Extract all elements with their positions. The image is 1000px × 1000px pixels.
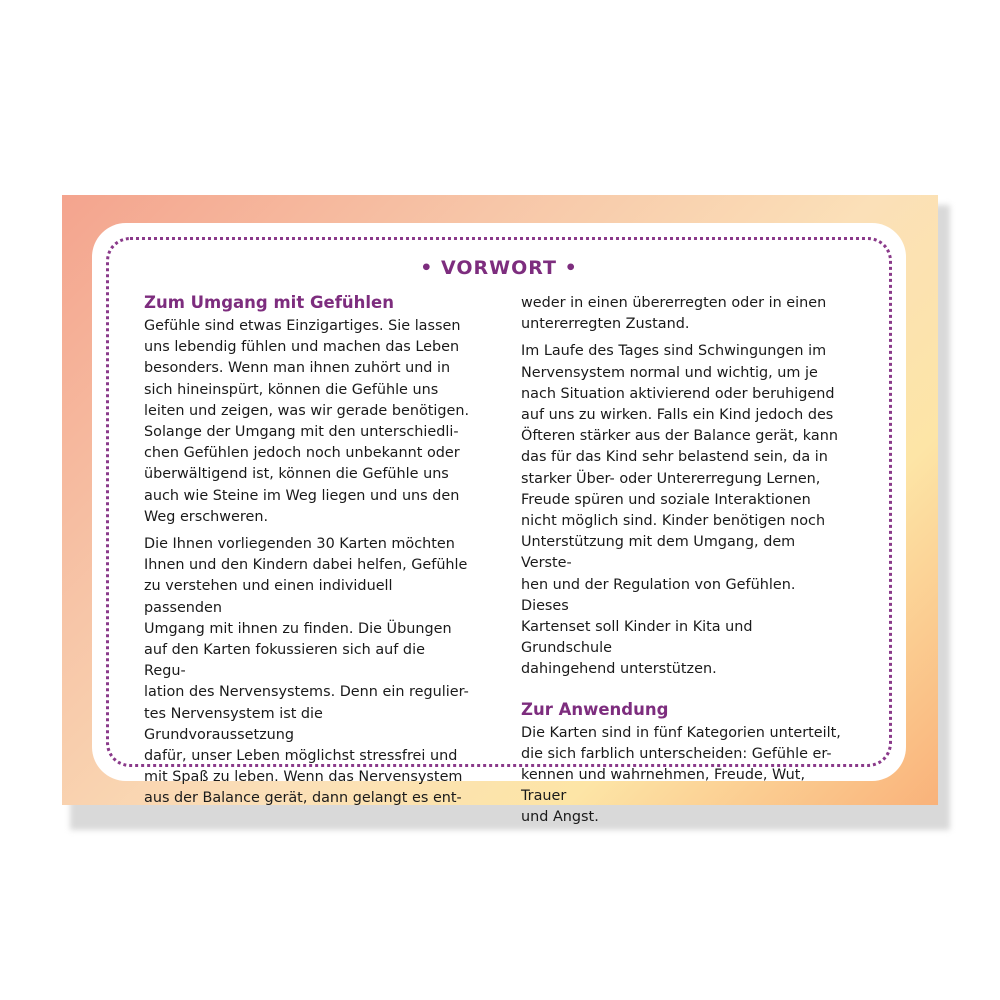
left-column xyxy=(144,292,470,816)
section-heading-usage: Zur Anwendung xyxy=(521,699,669,719)
paragraph: Im Laufe des Tages sind Schwingungen im Nervensystem normal und wichtig, um je nach Situation aktivierend oder beruhigend auf uns zu wirken. Falls ein Kind jedoch des Öfteren stärker aus der Balance gerät, kann das für das Kind sehr belastend sein, da in starker Über- oder Untererregung Lernen, Freude spüren und soziale Interaktionen nicht möglich sind. Kinder benötigen noch Unterstützung mit dem Umgang, dem Verste- hen und der Regulation von Gefühlen. Dieses Kartenset soll Kinder in Kita und Grundschule dahingehend unterstützen. xyxy=(521,343,838,678)
foreword-card xyxy=(62,195,938,826)
paragraph: Die Ihnen vorliegenden 30 Karten möchten Ihnen und den Kindern dabei helfen, Gefühle zu verstehen und einen individuell passenden Umgang mit ihnen zu finden. Die Übungen auf den Karten fokussieren sich auf die Regu- lation des Nervensystems. Denn ein regulier- tes Nervensystem ist die Grundvoraussetzung dafür, unser Leben möglichst stressfrei und mit Spaß zu leben. Wenn das Nervensystem aus der Balance gerät, dann gelangt es ent- xyxy=(144,536,469,807)
paragraph: weder in einen übererregten oder in einen untererregten Zustand. xyxy=(521,295,827,333)
card-content-panel xyxy=(92,223,906,826)
card-title: • VORWORT • xyxy=(420,257,578,279)
paragraph: Gefühle sind etwas Einzigartiges. Sie lassen uns lebendig fühlen und machen das Leben besonders. Wenn man ihnen zuhört und in sich hineinspürt, können die Gefühle uns leiten und zeigen, was wir gerade benötigen. Solange der Umgang mit den unterschiedli- chen Gefühlen jedoch noch unbekannt oder überwältigend ist, können die Gefühle uns auch wie Steine im Weg liegen und uns den Weg erschweren. xyxy=(144,318,470,525)
right-column xyxy=(521,293,847,835)
section-heading-feelings: Zum Umgang mit Gefühlen xyxy=(144,293,394,312)
paragraph: Die Karten sind in fünf Kategorien unterteilt, die sich farblich unterscheiden: Gefühle er- kennen und wahrnehmen, Freude, Wut, Trauer und Angst. xyxy=(521,724,841,826)
